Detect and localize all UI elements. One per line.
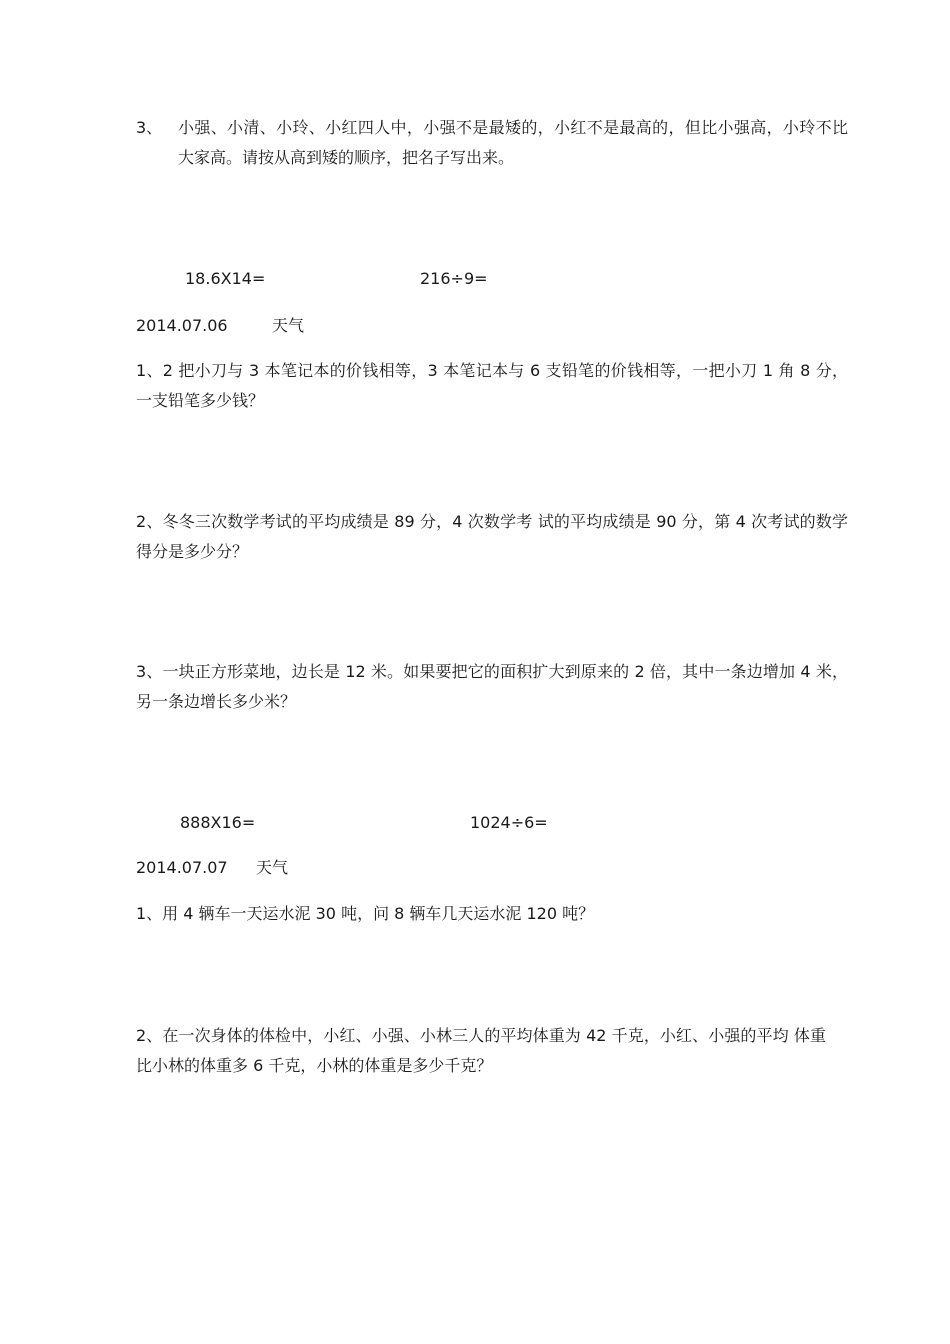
weather-label: 天气 — [272, 316, 305, 335]
calc-expression: 1024÷6= — [470, 813, 548, 832]
date-label: 2014.07.07 — [136, 858, 228, 877]
question-number: 3、 — [136, 118, 163, 137]
question-text: 小强、小清、小玲、小红四人中，小强不是最矮的，小红不是最高的，但比小强高，小玲不比大家高。请按从高到矮的顺序，把名子写出来。 — [178, 118, 848, 167]
date-label: 2014.07.06 — [136, 316, 228, 335]
calc-expression: 888X16= — [180, 813, 256, 832]
question-text: 2、在一次身体的体检中，小红、小强、小林三人的平均体重为 42 千克，小红、小强的平均 体重比小林的体重多 6 千克，小林的体重是多少千克？ — [136, 1026, 826, 1075]
question-text: 3、一块正方形菜地，边长是 12 米。如果要把它的面积扩大到原来的 2 倍，其中一条边增加 4 米，另一条边增长多少米？ — [136, 662, 848, 711]
calc-expression: 18.6X14= — [185, 269, 266, 288]
weather-label: 天气 — [256, 858, 289, 877]
question-text: 1、2 把小刀与 3 本笔记本的价钱相等，3 本笔记本与 6 支铅笔的价钱相等，一把小刀 1 角 8 分，一支铅笔多少钱？ — [136, 361, 848, 410]
question-text: 2、冬冬三次数学考试的平均成绩是 89 分，4 次数学考 试的平均成绩是 90 分，第 4 次考试的数学得分是多少分？ — [136, 512, 848, 561]
calc-expression: 216÷9= — [420, 269, 488, 288]
question-text: 1、用 4 辆车一天运水泥 30 吨，问 8 辆车几天运水泥 120 吨？ — [136, 904, 595, 923]
